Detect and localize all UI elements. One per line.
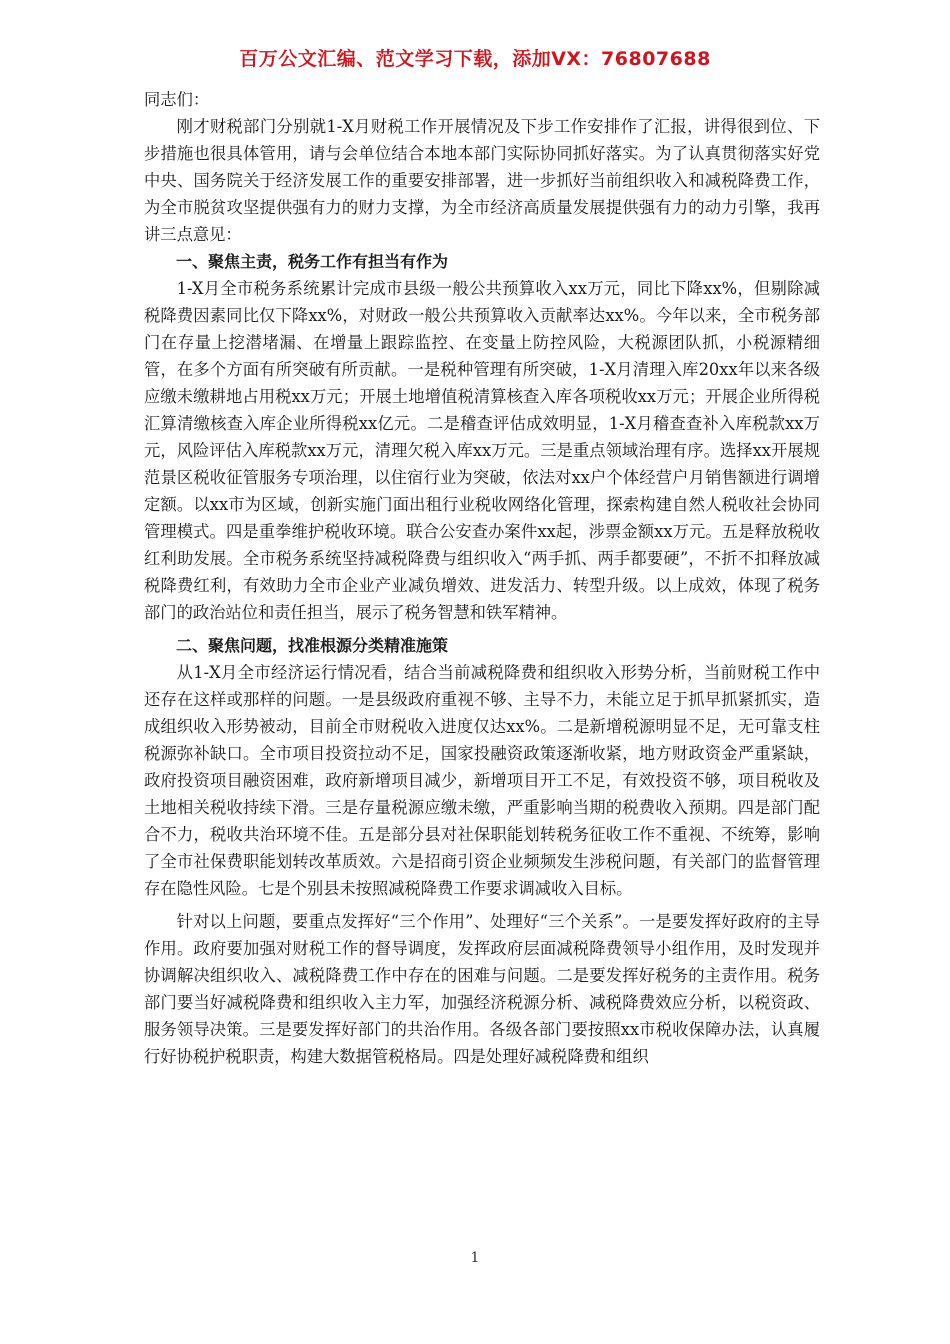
salutation: 同志们： bbox=[144, 90, 210, 109]
section-1-paragraph: 1-X月全市税务系统累计完成市县级一般公共预算收入xx万元，同比下降xx%，但剔除减税降费因素同比仅下降xx%，对财政一般公共预算收入贡献率达xx%。今年以来，全市税务部门在存量上挖潜堵漏、在增量上跟踪监控、在变量上防控风险，大税源团队抓，小税源精细管，在多个方面有所突破有所贡献。一是税种管理有所突破，1-X月清理入库20xx年以来各级应缴未缴耕地占用税xx万元；开展土地增值税清算核查入库各项税收xx万元；开展企业所得税汇算清缴核查入库企业所得税xx亿元。二是稽查评估成效明显，1-X月稽查查补入库税款xx万元，风险评估入库税款xx万元，清理欠税入库xx万元。三是重点领域治理有序。选择xx开展规范景区税收征管服务专项治理，以住宿行业为突破，依法对xx户个体经营户月销售额进行调增定额。以xx市为区域，创新实施门面出租行业税收网络化管理，探索构建自然人税收社会协同管理模式。四是重拳维护税收环境。联合公安查办案件xx起，涉票金额xx万元。五是释放税收红利助发展。全市税务系统坚持减税降费与组织收入“两手抓、两手都要硬”，不折不扣释放减税降费红利，有效助力全市企业产业减负增效、进发活力、转型升级。以上成效，体现了税务部门的政治站位和责任担当，展示了税务智慧和铁军精神。 bbox=[144, 279, 820, 622]
intro-paragraph: 刚才财税部门分别就1-X月财税工作开展情况及下步工作安排作了汇报，讲得很到位、下步措施也很具体管用，请与会单位结合本地本部门实际协同抓好落实。为了认真贯彻落实好党中央、国务院关于经济发展工作的重要安排部署，进一步抓好当前组织收入和减税降费工作，为全市脱贫攻坚提供强有力的财力支撑，为全市经济高质量发展提供强有力的动力引擎，我再讲三点意见： bbox=[144, 117, 820, 244]
section-2-heading: 二、聚焦问题，找准根源分类精准施策 bbox=[176, 636, 449, 655]
section-1-heading: 一、聚焦主责，税务工作有担当有作为 bbox=[176, 252, 449, 271]
watermark-header: 百万公文汇编、范文学习下载，添加VX：76807688 bbox=[239, 48, 711, 70]
document-body bbox=[144, 86, 820, 1070]
section-2-paragraph: 从1-X月全市经济运行情况看，结合当前减税降费和组织收入形势分析，当前财税工作中还存在这样或那样的问题。一是县级政府重视不够、主导不力，未能立足于抓早抓紧抓实，造成组织收入形势被动，目前全市财税收入进度仅达xx%。二是新增税源明显不足，无可靠支柱税源弥补缺口。全市项目投资拉动不足，国家投融资政策逐渐收紧，地方财政资金严重紧缺，政府投资项目融资困难，政府新增项目减少，新增项目开工不足，有效投资不够，项目税收及土地相关税收持续下滑。三是存量税源应缴未缴，严重影响当期的税费收入预期。四是部门配合不力，税收共治环境不佳。五是部分县对社保职能划转税务征收工作不重视、不统筹，影响了全市社保费职能划转改革质效。六是招商引资企业频频发生涉税问题，有关部门的监督管理存在隐性风险。七是个别县未按照减税降费工作要求调减收入目标。 bbox=[144, 663, 820, 898]
page-number: 1 bbox=[470, 1250, 480, 1266]
section-2-paragraph-2: 针对以上问题，要重点发挥好“三个作用”、处理好“三个关系”。一是要发挥好政府的主导作用。政府要加强对财税工作的督导调度，发挥政府层面减税降费领导小组作用，及时发现并协调解决组织收入、减税降费工作中存在的困难与问题。二是要发挥好税务的主责作用。税务部门要当好减税降费和组织收入主力军，加强经济税源分析、减税降费效应分析，以税资政、服务领导决策。三是要发挥好部门的共治作用。各级各部门要按照xx市税收保障办法，认真履行好协税护税职责，构建大数据管税格局。四是处理好减税降费和组织 bbox=[144, 912, 820, 1066]
